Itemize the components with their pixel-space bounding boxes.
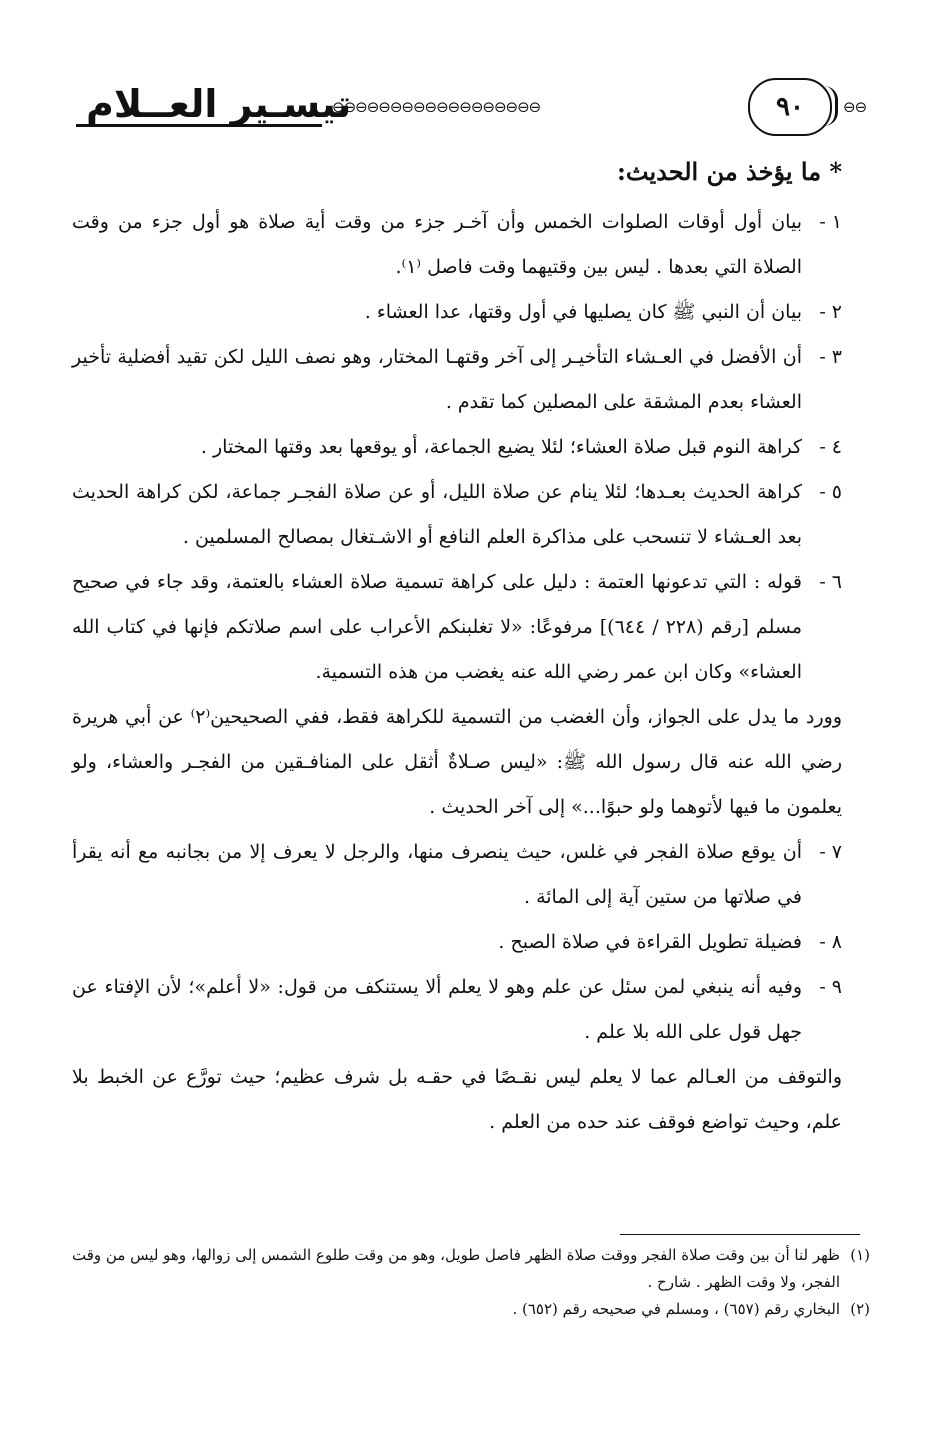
item-text: كراهة الحديث بعـدها؛ لئلا ينام عن صلاة الليل، أو عن صلاة الفجـر جماعة، لكن كراهة الحديث بعد العـشاء لا تنسحب على مذاكرة العلم النافع أو الاشـتغال بمصالح المسلمين . (72, 481, 802, 548)
item-number: ٩ - (819, 976, 842, 998)
list-item (72, 425, 842, 470)
item-number: ٤ - (819, 436, 842, 458)
page-number: ٩٠ (748, 78, 832, 136)
item-text: فضيلة تطويل القراءة في صلاة الصبح . (498, 931, 802, 953)
item-number: ٥ - (819, 481, 842, 503)
list-item (72, 965, 842, 1055)
item-text: أن يوقع صلاة الفجر في غلس، حيث ينصرف منها، والرجل لا يعرف إلا من بجانبه مع أنه يقرأ في صلاتها من ستين آية إلى المائة . (72, 841, 802, 908)
list-item (72, 200, 842, 290)
footnote-text: البخاري رقم (٦٥٧) ، ومسلم في صحيحه رقم (٦٥٢) . (512, 1300, 840, 1318)
page-header (70, 68, 890, 140)
item-text: بيان أول أوقات الصلوات الخمس وأن آخـر جزء من وقت أية صلاة هو أول جزء من وقت الصلاة التي بعدها . ليس بين وقتيهما وقت فاصل ⁽١⁾. (72, 211, 802, 278)
footnote-text: ظهر لنا أن بين وقت صلاة الفجر ووقت صلاة الظهر فاصل طويل، وهو من وقت طلوع الشمس إلى زوالها، وهو ليس من وقت الفجر، ولا وقت الظهر . شارح . (72, 1246, 840, 1291)
item-number: ٨ - (819, 931, 842, 953)
footnote-divider (620, 1234, 860, 1235)
main-text (72, 150, 842, 1145)
list-item (72, 290, 842, 335)
title-underline (76, 124, 322, 127)
item-text: بيان أن النبي ﷺ كان يصليها في أول وقتها، عدا العشاء . (364, 301, 802, 323)
footnote (72, 1242, 870, 1296)
item-text: كراهة النوم قبل صلاة العشاء؛ لئلا يضيع الجماعة، أو يوقعها بعد وقتها المختار . (200, 436, 802, 458)
item-text: أن الأفضل في العـشاء التأخيـر إلى آخر وقتهـا المختار، وهو نصف الليل لكن تقيد أفضلية تأخير العشاء بعدم المشقة على المصلين كما تقدم . (72, 346, 802, 413)
item-text: وفيه أنه ينبغي لمن سئل عن علم وهو لا يعلم ألا يستنكف من قول: «لا أعلم»؛ لأن الإفتاء عن جهل قول على الله بلا علم . (72, 976, 802, 1043)
list-item (72, 335, 842, 425)
item-number: ٦ - (819, 571, 842, 593)
chain-ornament: ⊖⊖⊖⊖⊖⊖⊖⊖⊖⊖⊖⊖⊖⊖⊖⊖⊖⊖ (332, 98, 541, 116)
item-text: قوله : التي تدعونها العتمة : دليل على كراهة تسمية صلاة العشاء بالعتمة، وقد جاء في صحيح مسلم [رقم (٢٢٨ / ٦٤٤)] مرفوعًا: «لا تغلبنكم الأعراب على اسم صلاتكم فإنها في كتاب الله العشاء» وكان ابن عمر رضي الله عنه يغضب من هذه التسمية. (72, 571, 802, 683)
list-item (72, 560, 842, 695)
section-heading: * ما يؤخذ من الحديث: (617, 157, 842, 186)
chain-ornament-small: ⊖⊖ (843, 98, 867, 116)
paragraph-final: والتوقف من العـالم عما لا يعلم ليس نقـصًا في حقـه بل شرف عظيم؛ حيث تورَّع عن الخبط بلا علم، وحيث تواضع فوقف عند حده من العلم . (72, 1066, 842, 1133)
footnote-number: (٢) (850, 1300, 870, 1318)
item-number: ١ - (819, 211, 842, 233)
list-item (72, 830, 842, 920)
item-number: ٧ - (819, 841, 842, 863)
item-number: ٢ - (819, 301, 842, 323)
footnote (72, 1296, 870, 1323)
list-item (72, 920, 842, 965)
running-title: تيسـير العــلام (86, 82, 352, 126)
footnote-number: (١) (850, 1246, 870, 1264)
footnotes (72, 1242, 870, 1323)
item-number: ٣ - (819, 346, 842, 368)
list-item (72, 470, 842, 560)
paragraph-continuation: وورد ما يدل على الجواز، وأن الغضب من التسمية للكراهة فقط، ففي الصحيحين⁽٢⁾ عن أبي هريرة رضي الله عنه قال رسول الله ﷺ: «ليس صـلاةٌ أثقل على المنافـقين من الفجـر والعشاء، ولو يعلمون ما فيها لأتوهما ولو حبوًا...» إلى آخر الحديث . (72, 706, 842, 818)
